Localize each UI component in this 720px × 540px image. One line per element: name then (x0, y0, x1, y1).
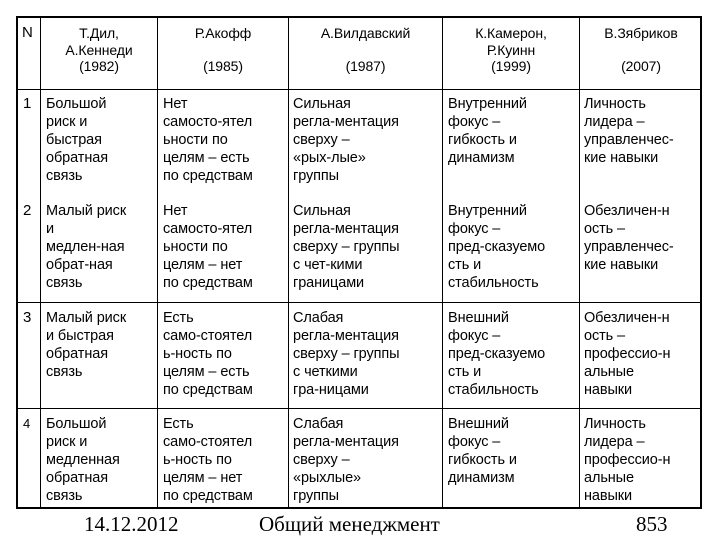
column-divider (40, 18, 41, 507)
table-cell: Большой риск и медленная обратная связь (46, 416, 120, 504)
header-author: А.Вилдавский (1987) (320, 25, 411, 74)
page-number: 853 (636, 512, 668, 536)
column-divider (579, 18, 580, 507)
header-author: Р.Акофф (1985) (194, 25, 252, 74)
table-cell: Внутренний фокус – пред-сказуемо сть и стабильность (448, 203, 546, 291)
table-cell: Внешний фокус – гибкость и динамизм (448, 416, 517, 486)
table-cell: Большой риск и быстрая обратная связь (46, 96, 108, 184)
table-cell: Обезличен-н ость – управленчес- кие навыки (584, 203, 674, 273)
row-divider (18, 408, 700, 409)
table-cell: Сильная регла-ментация сверху – «рых-лые» группы (293, 96, 399, 184)
header-author: К.Камерон, Р.Куинн (1999) (475, 25, 547, 74)
table-cell: Малый риск и медлен-ная обрат-ная связь (46, 203, 127, 291)
row-divider (18, 89, 700, 90)
table-cell: Нет самосто-ятел ьности по целям – есть по средствам (163, 96, 253, 184)
table-cell: Слабая регла-ментация сверху – «рыхлые» группы (293, 416, 399, 504)
table-cell: Есть само-стоятел ь-ность по целям – нет по средствам (163, 416, 253, 504)
row-number: 1 (23, 95, 32, 112)
row-number: 4 (23, 416, 31, 431)
table-cell: Личность лидера – профессио-н альные навыки (584, 416, 671, 504)
row-number: 3 (23, 309, 32, 326)
header-author: Т.Дил, А.Кеннеди (1982) (65, 25, 133, 74)
table-cell: Обезличен-н ость – профессио-н альные навыки (584, 310, 671, 398)
header-author: В.Зябриков (2007) (604, 25, 678, 74)
row-number: 2 (23, 202, 32, 219)
footer-date: 14.12.2012 (84, 512, 179, 536)
table-cell: Слабая регла-ментация сверху – группы с четкими гра-ницами (293, 310, 400, 398)
column-divider (157, 18, 158, 507)
row-divider (18, 302, 700, 303)
table-cell: Сильная регла-ментация сверху – группы с чет-кими границами (293, 203, 400, 291)
comparison-table (16, 16, 702, 509)
table-cell: Малый риск и быстрая обратная связь (46, 310, 127, 380)
table-cell: Нет самосто-ятел ьности по целям – нет по средствам (163, 203, 253, 291)
table-cell: Внутренний фокус – гибкость и динамизм (448, 96, 527, 166)
table-cell: Есть само-стоятел ь-ность по целям – есть по средствам (163, 310, 253, 398)
footer-title: Общий менеджмент (259, 512, 440, 536)
table-cell: Личность лидера – управленчес- кие навыки (584, 96, 674, 166)
table-cell: Внешний фокус – пред-сказуемо сть и стабильность (448, 310, 546, 398)
header-number: N (22, 24, 33, 41)
column-divider (442, 18, 443, 507)
column-divider (288, 18, 289, 507)
